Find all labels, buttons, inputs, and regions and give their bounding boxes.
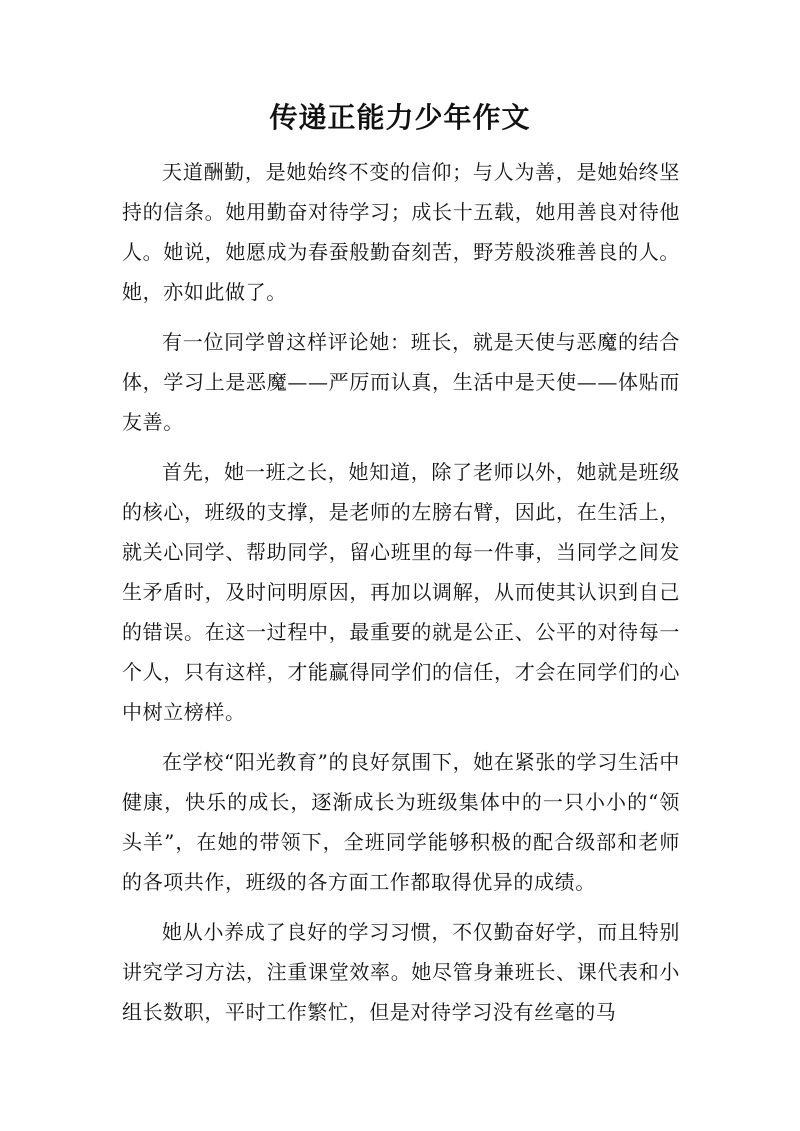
paragraph: 首先，她一班之长，她知道，除了老师以外，她就是班级的核心，班级的支撑，是老师的左膀右臂，因此，在生活上，就关心同学、帮助同学，留心班里的每一件事，当同学之间发生矛盾时，及时问明原因，再加以调解，从而使其认识到自己的错误。在这一过程中，最重要的就是公正、公平的对待每一个人，只有这样，才能赢得同学们的信任，才会在同学们的心中树立榜样。: [122, 460, 680, 724]
document-title: 传递正能力少年作文: [269, 101, 531, 134]
document-body: [122, 152, 680, 1042]
paragraph: 有一位同学曾这样评论她：班长，就是天使与恶魔的结合体，学习上是恶魔——严厉而认真，生活中是天使——体贴而友善。: [122, 330, 680, 434]
paragraph: 天道酬勤，是她始终不变的信仰；与人为善，是她始终坚持的信条。她用勤奋对待学习；成长十五载，她用善良对待他人。她说，她愿成为春蚕般勤奋刻苦，野芳般淡雅善良的人。她，亦如此做了。: [122, 160, 680, 304]
paragraph: 她从小养成了良好的学习习惯，不仅勤奋好学，而且特别讲究学习方法，注重课堂效率。她尽管身兼班长、课代表和小组长数职，平时工作繁忙，但是对待学习没有丝毫的马: [122, 920, 680, 1024]
paragraph: 在学校“阳光教育”的良好氛围下，她在紧张的学习生活中健康，快乐的成长，逐渐成长为班级集体中的一只小小的“领头羊”，在她的带领下，全班同学能够积极的配合级部和老师的各项共作，班级的各方面工作都取得优异的成绩。: [122, 750, 680, 894]
